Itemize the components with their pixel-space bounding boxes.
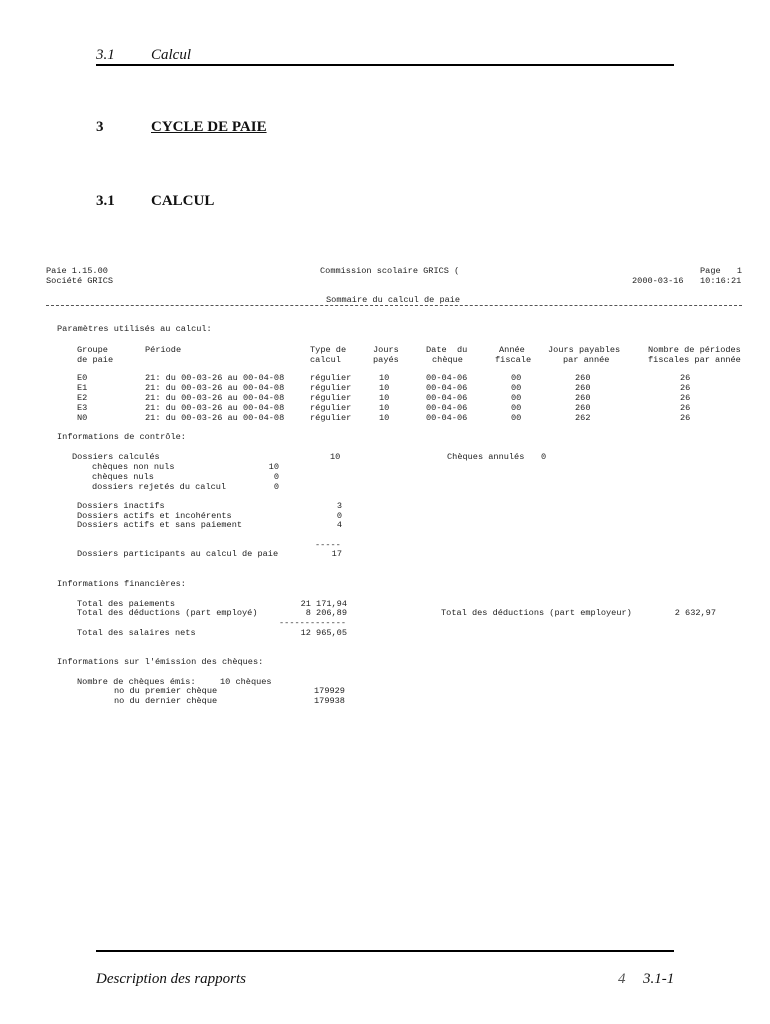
report-page-label: Page <box>700 266 721 276</box>
row-jpa: 260 <box>575 403 591 413</box>
row-date: 00-04-06 <box>426 403 468 413</box>
row-date: 00-04-06 <box>426 383 468 393</box>
table-row <box>0 393 770 403</box>
table-row <box>0 403 770 413</box>
col-groupe-2: de paie <box>77 355 114 365</box>
total-deductions-employe-label: Total des déductions (part employé) <box>77 608 258 618</box>
dossiers-sans-paiement-value: 4 <box>336 520 342 530</box>
row-jpa: 260 <box>575 373 591 383</box>
table-row <box>0 383 770 393</box>
footer-mid-number: 4 <box>618 971 626 987</box>
report-organization: Commission scolaire GRICS ( <box>320 266 460 276</box>
row-jpa: 260 <box>575 393 591 403</box>
row-jours: 10 <box>379 413 390 423</box>
col-jpa-1: Jours payables <box>548 345 621 355</box>
cheques-non-nuls-value: 10 <box>268 462 279 472</box>
row-groupe: E1 <box>77 383 88 393</box>
premier-cheque-label: no du premier chèque <box>114 686 218 696</box>
premier-cheque-value: 179929 <box>314 686 345 696</box>
row-type: régulier <box>310 413 352 423</box>
row-type: régulier <box>310 393 352 403</box>
row-periode: 21: du 00-03-26 au 00-04-08 <box>145 403 285 413</box>
header-section-title: Calcul <box>151 47 191 63</box>
dossiers-inactifs-value: 3 <box>336 501 342 511</box>
cheques-annules-label: Chèques annulés <box>447 452 525 462</box>
financial-separator: ------------- <box>279 618 347 628</box>
params-heading: Paramètres utilisés au calcul: <box>57 324 212 334</box>
row-annee: 00 <box>511 403 522 413</box>
row-jpa: 262 <box>575 413 591 423</box>
cheques-non-nuls-label: chèques non nuls <box>92 462 175 472</box>
report-date: 2000-03-16 <box>632 276 684 286</box>
total-deductions-employe-value: 8 206,89 <box>305 608 347 618</box>
row-nbp: 26 <box>680 413 691 423</box>
row-nbp: 26 <box>680 373 691 383</box>
row-annee: 00 <box>511 373 522 383</box>
col-type-2: calcul <box>310 355 341 365</box>
col-jours-2: payés <box>373 355 399 365</box>
row-type: régulier <box>310 403 352 413</box>
chapter-title: CYCLE DE PAIE <box>151 119 267 135</box>
control-heading: Informations de contrôle: <box>57 432 186 442</box>
chapter-number: 3 <box>96 119 104 135</box>
dossiers-incoherents-label: Dossiers actifs et incohérents <box>77 511 232 521</box>
col-jpa-2: par année <box>563 355 610 365</box>
cheques-nuls-value: 0 <box>273 472 279 482</box>
footer-rule <box>96 950 674 952</box>
report-company: Société GRICS <box>46 276 114 286</box>
financial-heading: Informations financières: <box>57 579 186 589</box>
dossiers-rejetes-value: 0 <box>273 482 279 492</box>
row-type: régulier <box>310 383 352 393</box>
report-dashed-rule <box>46 305 742 306</box>
row-jours: 10 <box>379 393 390 403</box>
header-section-number: 3.1 <box>96 47 115 63</box>
row-annee: 00 <box>511 413 522 423</box>
row-groupe: E3 <box>77 403 88 413</box>
table-row <box>0 413 770 423</box>
dossiers-inactifs-label: Dossiers inactifs <box>77 501 165 511</box>
row-type: régulier <box>310 373 352 383</box>
dossiers-calcules-label: Dossiers calculés <box>72 452 160 462</box>
row-groupe: N0 <box>77 413 88 423</box>
cheques-nuls-label: chèques nuls <box>92 472 154 482</box>
control-separator: ----- <box>315 540 341 550</box>
row-periode: 21: du 00-03-26 au 00-04-08 <box>145 373 285 383</box>
cheques-heading: Informations sur l'émission des chèques: <box>57 657 264 667</box>
row-annee: 00 <box>511 393 522 403</box>
row-date: 00-04-06 <box>426 373 468 383</box>
row-jours: 10 <box>379 373 390 383</box>
total-deductions-employeur-label: Total des déductions (part employeur) <box>441 608 632 618</box>
cheques-annules-value: 0 <box>541 452 547 462</box>
dossiers-rejetes-label: dossiers rejetés du calcul <box>92 482 227 492</box>
footer-title: Description des rapports <box>96 971 246 987</box>
report-page-number: 1 <box>736 266 742 276</box>
report-title: Sommaire du calcul de paie <box>326 295 461 305</box>
nombre-cheques-label: Nombre de chèques émis: <box>77 677 196 687</box>
dossiers-calcules-value: 10 <box>330 452 341 462</box>
dossiers-participants-label: Dossiers participants au calcul de paie <box>77 549 279 559</box>
report-program: Paie 1.15.00 <box>46 266 108 276</box>
nombre-cheques-value: 10 chèques <box>220 677 272 687</box>
dossiers-sans-paiement-label: Dossiers actifs et sans paiement <box>77 520 243 530</box>
total-paiements-value: 21 171,94 <box>300 599 347 609</box>
col-nbp-1: Nombre de périodes <box>648 345 741 355</box>
row-nbp: 26 <box>680 383 691 393</box>
report-time: 10:16:21 <box>700 276 742 286</box>
row-annee: 00 <box>511 383 522 393</box>
row-periode: 21: du 00-03-26 au 00-04-08 <box>145 393 285 403</box>
col-date-2: chèque <box>432 355 463 365</box>
row-groupe: E0 <box>77 373 88 383</box>
footer-page-ref: 3.1-1 <box>643 971 675 987</box>
section-title: CALCUL <box>151 193 215 209</box>
dossiers-incoherents-value: 0 <box>336 511 342 521</box>
col-groupe-1: Groupe <box>77 345 108 355</box>
dernier-cheque-label: no du dernier chèque <box>114 696 218 706</box>
row-jours: 10 <box>379 403 390 413</box>
row-date: 00-04-06 <box>426 413 468 423</box>
row-nbp: 26 <box>680 403 691 413</box>
col-annee-1: Année <box>499 345 525 355</box>
col-date-1: Date du <box>426 345 468 355</box>
row-date: 00-04-06 <box>426 393 468 403</box>
row-periode: 21: du 00-03-26 au 00-04-08 <box>145 383 285 393</box>
dossiers-participants-value: 17 <box>331 549 342 559</box>
total-salaires-nets-label: Total des salaires nets <box>77 628 196 638</box>
total-salaires-nets-value: 12 965,05 <box>300 628 347 638</box>
col-type-1: Type de <box>310 345 347 355</box>
col-nbp-2: fiscales par année <box>648 355 741 365</box>
dernier-cheque-value: 179938 <box>314 696 345 706</box>
table-row <box>0 373 770 383</box>
col-annee-2: fiscale <box>495 355 532 365</box>
col-jours-1: Jours <box>373 345 399 355</box>
row-groupe: E2 <box>77 393 88 403</box>
section-number: 3.1 <box>96 193 115 209</box>
row-nbp: 26 <box>680 393 691 403</box>
col-periode: Période <box>145 345 182 355</box>
row-periode: 21: du 00-03-26 au 00-04-08 <box>145 413 285 423</box>
header-rule <box>96 64 674 66</box>
row-jpa: 260 <box>575 383 591 393</box>
total-deductions-employeur-value: 2 632,97 <box>674 608 716 618</box>
total-paiements-label: Total des paiements <box>77 599 175 609</box>
row-jours: 10 <box>379 383 390 393</box>
